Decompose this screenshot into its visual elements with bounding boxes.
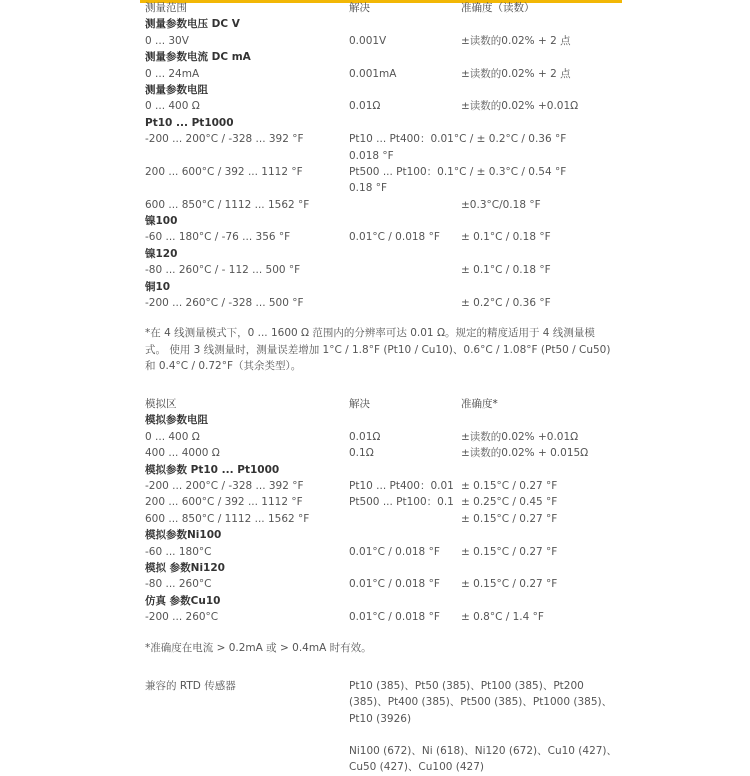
resolution-cell: 0.18 °F bbox=[349, 182, 388, 195]
simulation-group-heading bbox=[145, 462, 615, 478]
accuracy-cell: ±读数的0.02% + 2 点 bbox=[461, 34, 571, 47]
range-cell: 200 ... 600°C / 392 ... 1112 °F bbox=[145, 496, 303, 509]
range-cell: -60 ... 180°C / -76 ... 356 °F bbox=[145, 231, 291, 244]
resolution-cell: 0.018 °F bbox=[349, 149, 394, 162]
simulation-table-row bbox=[145, 494, 615, 510]
compatible-sensors-line-1: Pt10 (385)、Pt50 (385)、Pt100 (385)、Pt200 (385)、Pt400 (385)、Pt500 (385)、Pt1000 (385)、Pt10 (3926) bbox=[349, 679, 613, 725]
simulation-group-heading bbox=[145, 560, 615, 576]
resolution-cell: 0.001V bbox=[349, 34, 387, 47]
accuracy-cell: ± 0.15°C / 0.27 °F bbox=[461, 479, 558, 492]
simulation-table-row bbox=[145, 576, 615, 592]
measurement-table-row bbox=[145, 295, 615, 311]
group-heading-label: 测量参数电流 DC mA bbox=[145, 51, 251, 64]
range-cell: 600 ... 850°C / 1112 ... 1562 °F bbox=[145, 512, 310, 525]
resolution-cell: 0.01°C / 0.018 °F bbox=[349, 611, 440, 624]
simulation-table-row bbox=[145, 544, 615, 560]
resolution-cell: 0.01Ω bbox=[349, 430, 381, 443]
accuracy-cell: ± 0.1°C / 0.18 °F bbox=[461, 264, 551, 277]
measurement-group-heading bbox=[145, 16, 615, 32]
header-resolution: 解决 bbox=[349, 2, 370, 14]
measurement-table-body bbox=[145, 16, 615, 311]
range-cell: -80 ... 260°C / - 112 ... 500 °F bbox=[145, 264, 301, 277]
measurement-group-heading bbox=[145, 279, 615, 295]
group-heading-label: 铜10 bbox=[145, 280, 171, 293]
range-cell: 0 ... 30V bbox=[145, 34, 189, 47]
accuracy-cell: ±0.3°C/0.18 °F bbox=[461, 198, 541, 211]
range-cell: -200 ... 200°C / -328 ... 392 °F bbox=[145, 479, 304, 492]
range-cell: 400 ... 4000 Ω bbox=[145, 447, 220, 460]
range-cell: 0 ... 400 Ω bbox=[145, 430, 200, 443]
measurement-table-row bbox=[145, 197, 615, 213]
measurement-table-row bbox=[145, 148, 615, 164]
measurement-group-heading bbox=[145, 213, 615, 229]
measurement-table-header bbox=[145, 0, 615, 16]
resolution-cell: Pt500 ... Pt100：0.1 bbox=[349, 496, 454, 509]
accuracy-cell: ±读数的0.02% +0.01Ω bbox=[461, 430, 579, 443]
simulation-table-header bbox=[145, 396, 615, 412]
header-sim-resolution: 解决 bbox=[349, 398, 370, 411]
measurement-table-row bbox=[145, 164, 615, 180]
accuracy-cell: ± 0.8°C / 1.4 °F bbox=[461, 611, 544, 624]
measurement-group-heading bbox=[145, 49, 615, 65]
range-cell: 600 ... 850°C / 1112 ... 1562 °F bbox=[145, 198, 310, 211]
measurement-table-row bbox=[145, 131, 615, 147]
resolution-cell: 0.01°C / 0.018 °F bbox=[349, 545, 440, 558]
resolution-cell: 0.1Ω bbox=[349, 447, 374, 460]
accuracy-cell: ±读数的0.02% +0.01Ω bbox=[461, 100, 579, 113]
measurement-table-row bbox=[145, 262, 615, 278]
header-sim-accuracy: 准确度* bbox=[461, 398, 498, 411]
resolution-cell: 0.01Ω bbox=[349, 100, 381, 113]
compatible-sensors-label: 兼容的 RTD 传感器 bbox=[145, 679, 236, 692]
range-cell: -200 ... 200°C / -328 ... 392 °F bbox=[145, 133, 304, 146]
group-heading-label: 测量参数电压 DC V bbox=[145, 18, 240, 31]
range-cell: -200 ... 260°C bbox=[145, 611, 219, 624]
measurement-group-heading bbox=[145, 82, 615, 98]
accuracy-cell: ±读数的0.02% + 0.015Ω bbox=[461, 447, 589, 460]
group-heading-label: 模拟参数电阻 bbox=[145, 414, 208, 427]
accuracy-cell: ± 0.1°C / 0.18 °F bbox=[461, 231, 551, 244]
group-heading-label: 镍100 bbox=[145, 215, 178, 228]
measurement-table-row bbox=[145, 98, 615, 114]
measurement-table-row bbox=[145, 66, 615, 82]
measurement-table-row bbox=[145, 180, 615, 196]
measurement-group-heading bbox=[145, 115, 615, 131]
group-heading-label: 镍120 bbox=[145, 247, 178, 260]
simulation-table-row bbox=[145, 478, 615, 494]
group-heading-label: Pt10 ... Pt1000 bbox=[145, 116, 234, 129]
group-heading-label: 模拟参数Ni100 bbox=[145, 529, 222, 542]
range-cell: 0 ... 24mA bbox=[145, 67, 200, 80]
measurement-table-row bbox=[145, 229, 615, 245]
range-cell: 0 ... 400 Ω bbox=[145, 100, 200, 113]
simulation-group-heading bbox=[145, 412, 615, 428]
accuracy-cell: ± 0.15°C / 0.27 °F bbox=[461, 578, 558, 591]
accuracy-cell: ± 0.25°C / 0.45 °F bbox=[461, 496, 558, 509]
spec-page bbox=[145, 0, 618, 774]
group-heading-label: 模拟 参数Ni120 bbox=[145, 561, 225, 574]
accuracy-cell: ± 0.15°C / 0.27 °F bbox=[461, 545, 558, 558]
simulation-table-row bbox=[145, 511, 615, 527]
header-accuracy: 准确度（读数） bbox=[461, 2, 535, 14]
resolution-cell: Pt10 ... Pt400：0.01°C / ± 0.2°C / 0.36 °F bbox=[349, 133, 567, 146]
accuracy-cell: ± 0.15°C / 0.27 °F bbox=[461, 512, 558, 525]
simulation-table-row bbox=[145, 429, 615, 445]
group-heading-label: 仿真 参数Cu10 bbox=[145, 594, 221, 607]
range-cell: 200 ... 600°C / 392 ... 1112 °F bbox=[145, 165, 303, 178]
range-cell: -60 ... 180°C bbox=[145, 545, 212, 558]
header-range: 测量范围 bbox=[145, 2, 187, 14]
resolution-cell: 0.01°C / 0.018 °F bbox=[349, 578, 440, 591]
simulation-table-row bbox=[145, 609, 615, 625]
simulation-footnote: *准确度在电流 > 0.2mA 或 > 0.4mA 时有效。 bbox=[145, 641, 372, 654]
range-cell: -80 ... 260°C bbox=[145, 578, 212, 591]
simulation-group-heading bbox=[145, 527, 615, 543]
compatible-sensors-values bbox=[349, 678, 619, 776]
simulation-table-body bbox=[145, 412, 615, 625]
range-cell: -200 ... 260°C / -328 ... 500 °F bbox=[145, 297, 304, 310]
measurement-group-heading bbox=[145, 246, 615, 262]
header-sim-range: 模拟区 bbox=[145, 398, 177, 411]
simulation-table-row bbox=[145, 445, 615, 461]
accuracy-cell: ± 0.2°C / 0.36 °F bbox=[461, 297, 551, 310]
simulation-group-heading bbox=[145, 593, 615, 609]
group-heading-label: 测量参数电阻 bbox=[145, 83, 208, 96]
resolution-cell: Pt10 ... Pt400：0.01 bbox=[349, 479, 454, 492]
compatible-sensors-line-2: Ni100 (672)、Ni (618)、Ni120 (672)、Cu10 (427)、Cu50 (427)、Cu100 (427) bbox=[349, 744, 618, 774]
measurement-footnote: *在 4 线测量模式下，0 ... 1600 Ω 范围内的分辨率可达 0.01 Ω。规定的精度适用于 4 线测量模式。 使用 3 线测量时，测量误差增加 1°C / 1.8°F (Pt10 / Cu10)、0.6°C / 1.08°F (Pt50 / Cu50) 和 0.4°C / 0.72°F（其余类型）。 bbox=[145, 327, 611, 372]
resolution-cell: Pt500 ... Pt100：0.1°C / ± 0.3°C / 0.54 °F bbox=[349, 165, 567, 178]
group-heading-label: 模拟参数 Pt10 ... Pt1000 bbox=[145, 463, 280, 476]
resolution-cell: 0.01°C / 0.018 °F bbox=[349, 231, 440, 244]
resolution-cell: 0.001mA bbox=[349, 67, 397, 80]
measurement-table-row bbox=[145, 33, 615, 49]
accuracy-cell: ±读数的0.02% + 2 点 bbox=[461, 67, 571, 80]
